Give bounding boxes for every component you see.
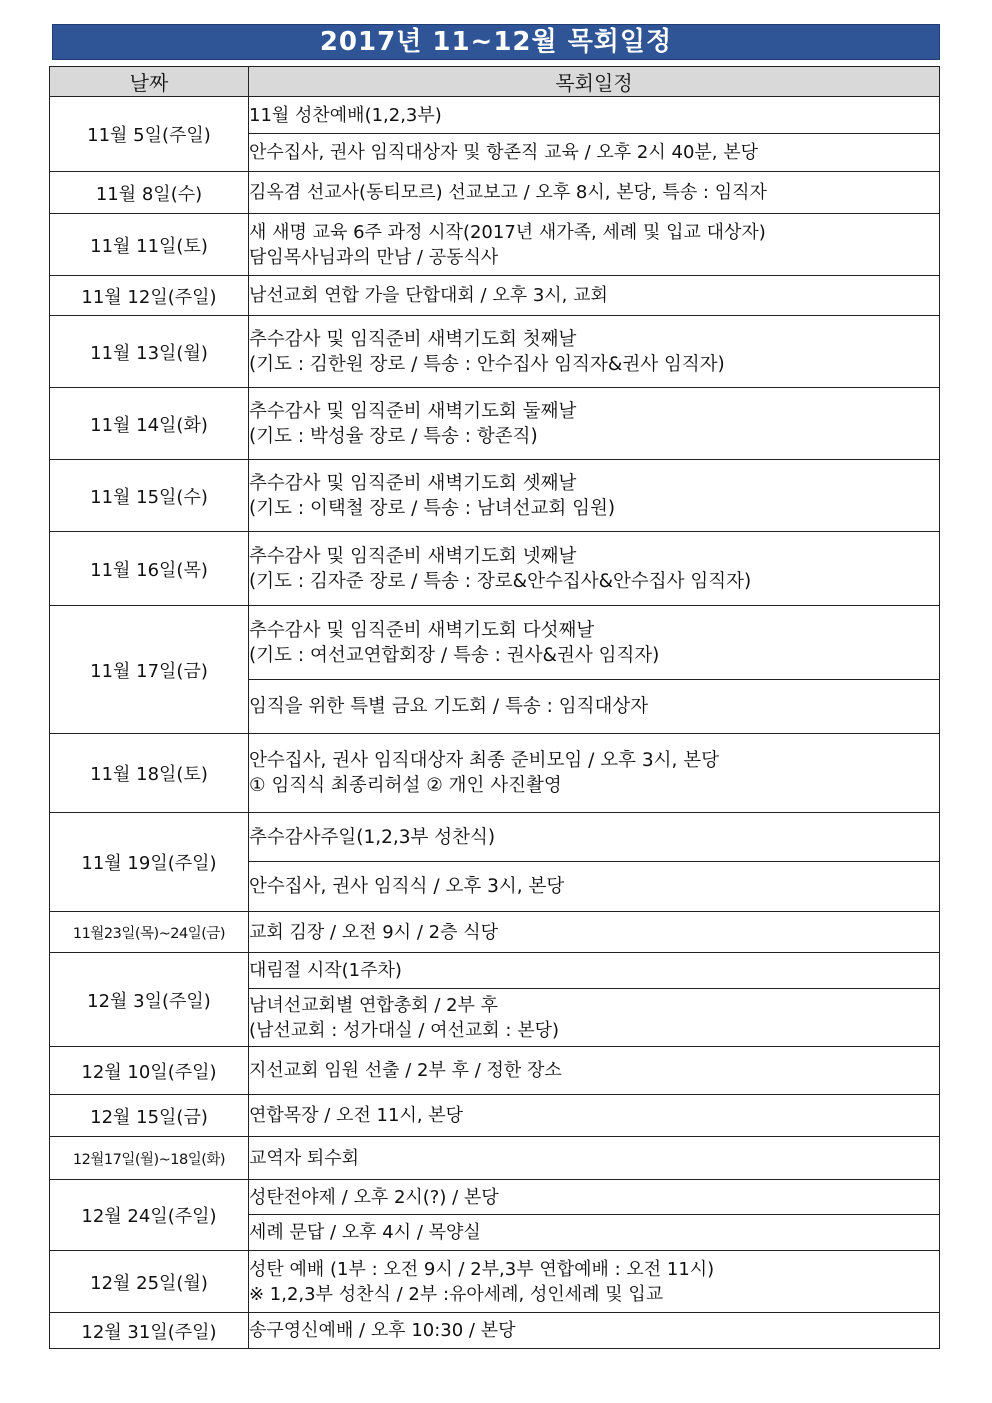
event-cell	[249, 97, 940, 134]
date-cell: 11월 16일(목)	[50, 532, 249, 606]
table-row	[50, 1180, 940, 1215]
table-row	[50, 606, 940, 680]
event-cell	[249, 1251, 940, 1313]
table-row	[50, 734, 940, 813]
event-line: 남선교회 연합 가을 단합대회 / 오후 3시, 교회	[249, 285, 608, 306]
table-row	[50, 460, 940, 532]
schedule-column-header: 목회일정	[249, 67, 940, 97]
date-cell: 12월 25일(월)	[50, 1251, 249, 1313]
date-cell: 12월 3일(주일)	[50, 953, 249, 1047]
date-cell: 11월23일(목)~24일(금)	[50, 912, 249, 953]
event-cell	[249, 862, 940, 912]
event-line: 임직을 위한 특별 금요 기도회 / 특송 : 임직대상자	[249, 696, 649, 717]
event-cell	[249, 1180, 940, 1215]
table-row	[50, 1251, 940, 1313]
event-cell	[249, 912, 940, 953]
event-cell	[249, 606, 940, 680]
date-cell: 11월 12일(주일)	[50, 276, 249, 316]
date-cell: 12월 10일(주일)	[50, 1047, 249, 1095]
table-row	[50, 912, 940, 953]
event-line: ① 임직식 최종리허설 ② 개인 사진촬영	[249, 775, 562, 796]
event-line: 추수감사 및 임직준비 새벽기도회 둘째날	[249, 400, 577, 422]
event-cell	[249, 532, 940, 606]
date-cell: 11월 11일(토)	[50, 214, 249, 276]
table-row	[50, 97, 940, 134]
event-cell	[249, 813, 940, 862]
event-cell	[249, 1215, 940, 1251]
event-line: 교회 김장 / 오전 9시 / 2층 식당	[249, 921, 498, 943]
event-line: 추수감사 및 임직준비 새벽기도회 첫째날	[249, 328, 577, 350]
event-line: 안수집사, 권사 임직대상자 최종 준비모임 / 오후 3시, 본당	[249, 750, 719, 771]
event-line: 추수감사주일(1,2,3부 성찬식)	[249, 826, 496, 848]
table-row	[50, 1047, 940, 1095]
table-row	[50, 276, 940, 316]
event-line: 안수집사, 권사 임직식 / 오후 3시, 본당	[249, 876, 565, 897]
event-line: 담임목사님과의 만남 / 공동식사	[249, 246, 499, 268]
event-cell	[249, 1095, 940, 1137]
date-cell: 12월 31일(주일)	[50, 1313, 249, 1349]
table-row	[50, 813, 940, 862]
event-line: (남선교회 : 성가대실 / 여선교회 : 본당)	[249, 1019, 559, 1041]
date-cell: 11월 18일(토)	[50, 734, 249, 813]
table-row	[50, 953, 940, 989]
table-row	[50, 532, 940, 606]
date-cell: 11월 19일(주일)	[50, 813, 249, 912]
table-row	[50, 388, 940, 460]
event-cell	[249, 276, 940, 316]
event-line: (기도 : 이택철 장로 / 특송 : 남녀선교회 임원)	[249, 497, 616, 519]
event-line: 추수감사 및 임직준비 새벽기도회 넷째날	[249, 545, 577, 567]
event-cell	[249, 1047, 940, 1095]
event-line: 연합목장 / 오전 11시, 본당	[249, 1105, 464, 1126]
date-cell: 12월 24일(주일)	[50, 1180, 249, 1251]
date-cell: 11월 17일(금)	[50, 606, 249, 734]
event-cell	[249, 214, 940, 276]
event-cell	[249, 680, 940, 734]
event-line: 11월 성찬예배(1,2,3부)	[249, 104, 442, 126]
event-line: 대림절 시작(1주차)	[249, 960, 402, 981]
table-row	[50, 172, 940, 214]
event-line: 성탄전야제 / 오후 2시(?) / 본당	[249, 1186, 499, 1208]
event-cell	[249, 134, 940, 172]
date-cell: 11월 5일(주일)	[50, 97, 249, 172]
date-cell: 11월 8일(수)	[50, 172, 249, 214]
event-line: (기도 : 여선교연합회장 / 특송 : 권사&권사 임직자)	[249, 644, 660, 666]
event-line: 남녀선교회별 연합총회 / 2부 후	[249, 994, 499, 1016]
event-cell	[249, 172, 940, 214]
event-line: 지선교회 임원 선출 / 2부 후 / 정한 장소	[249, 1060, 562, 1081]
event-line: ※ 1,2,3부 성찬식 / 2부 :유아세례, 성인세례 및 입교	[249, 1283, 664, 1305]
header-row	[50, 67, 940, 97]
event-line: 교역자 퇴수회	[249, 1147, 360, 1169]
event-cell	[249, 316, 940, 388]
event-cell	[249, 460, 940, 532]
date-column-header: 날짜	[50, 67, 249, 97]
table-row	[50, 316, 940, 388]
event-line: 김옥겸 선교사(동티모르) 선교보고 / 오후 8시, 본당, 특송 : 임직자	[249, 182, 767, 203]
event-cell	[249, 953, 940, 989]
date-cell: 11월 15일(수)	[50, 460, 249, 532]
page-title: 2017년 11~12월 목회일정	[52, 24, 940, 60]
date-cell: 11월 14일(화)	[50, 388, 249, 460]
event-cell	[249, 989, 940, 1047]
event-line: 추수감사 및 임직준비 새벽기도회 다섯째날	[249, 619, 595, 641]
event-line: 안수집사, 권사 임직대상자 및 항존직 교육 / 오후 2시 40분, 본당	[249, 142, 759, 163]
event-line: 송구영신예배 / 오후 10:30 / 본당	[249, 1320, 516, 1341]
event-cell	[249, 388, 940, 460]
event-line: (기도 : 김자준 장로 / 특송 : 장로&안수집사&안수집사 임직자)	[249, 570, 752, 592]
event-line: (기도 : 김한원 장로 / 특송 : 안수집사 임직자&권사 임직자)	[249, 353, 725, 375]
event-line: 세례 문답 / 오후 4시 / 목양실	[249, 1222, 481, 1243]
date-cell: 11월 13일(월)	[50, 316, 249, 388]
table-row	[50, 214, 940, 276]
event-cell	[249, 1313, 940, 1349]
table-row	[50, 1313, 940, 1349]
table-row	[50, 1137, 940, 1180]
event-line: 새 새명 교육 6주 과정 시작(2017년 새가족, 세례 및 입교 대상자)	[249, 221, 766, 243]
event-cell	[249, 1137, 940, 1180]
date-cell: 12월17일(월)~18일(화)	[50, 1137, 249, 1180]
table-row	[50, 1095, 940, 1137]
schedule-table	[49, 66, 940, 1349]
event-cell	[249, 734, 940, 813]
event-line: 성탄 예배 (1부 : 오전 9시 / 2부,3부 연합예배 : 오전 11시)	[249, 1258, 715, 1280]
date-cell: 12월 15일(금)	[50, 1095, 249, 1137]
event-line: 추수감사 및 임직준비 새벽기도회 셋째날	[249, 472, 577, 494]
event-line: (기도 : 박성율 장로 / 특송 : 항존직)	[249, 425, 538, 447]
